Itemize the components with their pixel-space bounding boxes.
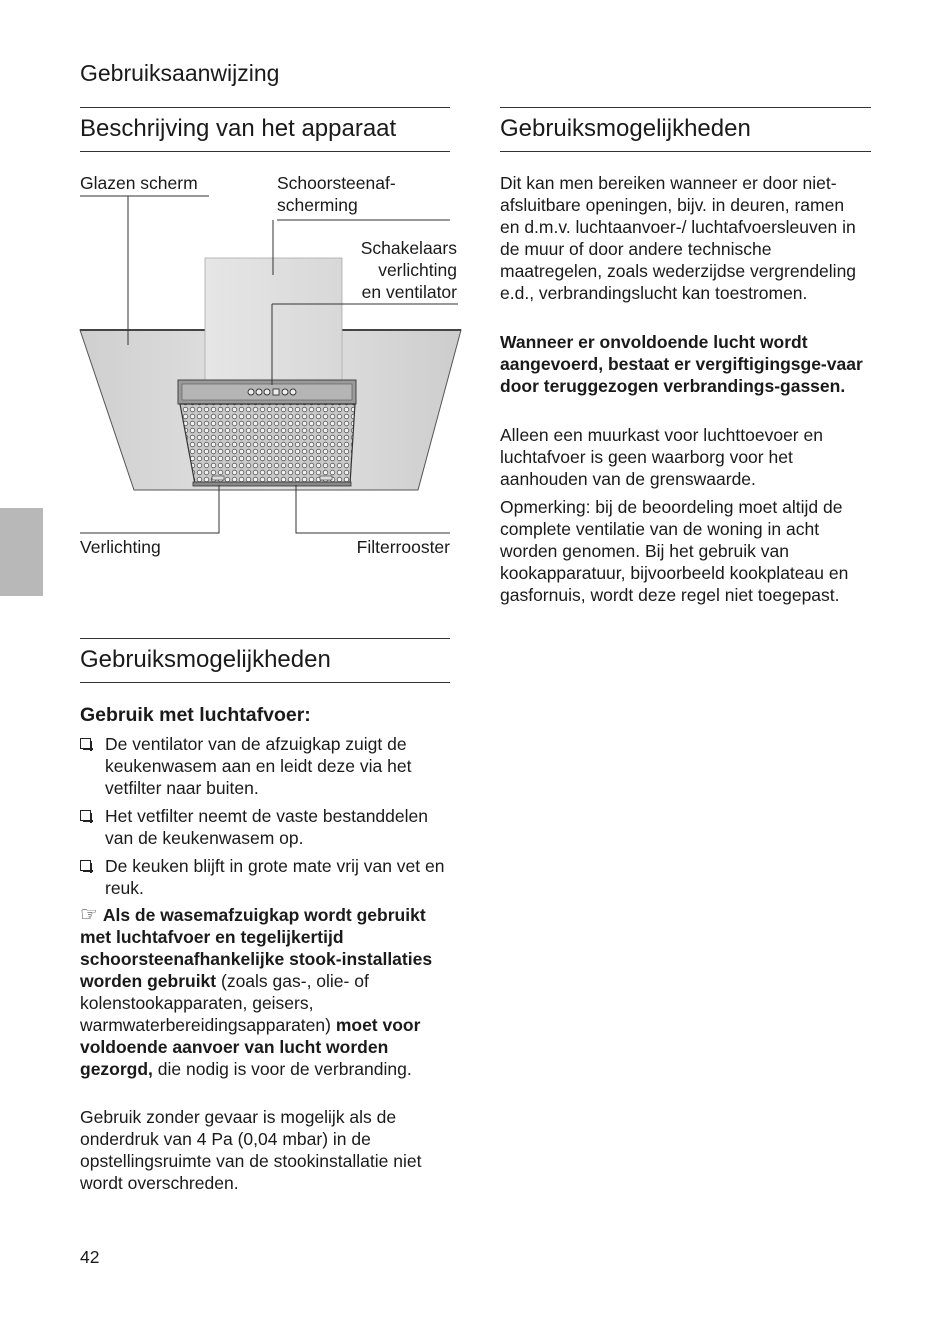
- chapter-side-tab: [0, 508, 43, 596]
- section-title-usage: Gebruiksmogelijkheden: [80, 646, 331, 673]
- paragraph-pressure: Gebruik zonder gevaar is mogelijk als de onderdruk van 4 Pa (0,04 mbar) in de opstellingsruimte van de stookinstallatie niet wordt overschreden.: [80, 1107, 422, 1193]
- filter-grille-shape: [180, 404, 355, 484]
- label-chimney-2: scherming: [277, 195, 358, 215]
- paragraph-wall-unit: Alleen een muurkast voor luchttoevoer en luchtafvoer is geen waarborg voor het aanhouden van de grenswaarde.: [500, 425, 823, 489]
- list-item-text: De ventilator van de afzuigkap zuigt de keukenwasem aan en leidt deze via het vetfilter naar buiten.: [105, 734, 412, 798]
- section-title-description: Beschrijving van het apparaat: [80, 115, 397, 142]
- section-rule-top: [80, 638, 450, 639]
- paragraph-note: Opmerking: bij de beoordeling moet altijd de complete ventilatie van de woning in acht worden genomen. Bij het gebruik van kookapparatuur, bijvoorbeeld kookplateau en gasfornuis, wordt deze regel niet toegepast.: [500, 497, 849, 605]
- section-rule-bottom: [500, 151, 871, 152]
- page-number: 42: [80, 1247, 100, 1267]
- warning-bold-1: Als de wasemafzuigkap wordt gebruikt met luchtafvoer en tegelijkertijd schoorsteenafhankelijke stook-installaties worden gebruikt: [80, 905, 433, 991]
- checkbox-bullet-icon: [80, 738, 91, 749]
- chimney-shape: [205, 258, 342, 384]
- page-header-title: Gebruiksaanwijzing: [80, 60, 280, 86]
- list-item-text: De keuken blijft in grote mate vrij van vet en reuk.: [105, 856, 445, 898]
- label-switches-1: Schakelaars: [360, 238, 457, 258]
- pointing-hand-icon: ☞: [80, 904, 98, 926]
- warning-bold-2: moet voor voldoende aanvoer van lucht worden gezorgd,: [80, 1015, 421, 1079]
- label-switches-3: en ventilator: [361, 282, 457, 302]
- warning-text-1: (zoals gas-, olie- of kolenstookapparaten, geisers, warmwaterbereidingsapparaten): [80, 971, 369, 1035]
- warning-paragraph: [80, 904, 452, 1080]
- checkbox-bullet-icon: [80, 860, 91, 871]
- section-title-usage-right: Gebruiksmogelijkheden: [500, 115, 751, 142]
- label-switches-2: verlichting: [378, 260, 457, 280]
- paragraph-ventilation: Dit kan men bereiken wanneer er door niet-afsluitbare openingen, bijv. in deuren, ramen en d.m.v. luchtaanvoer-/ luchtafvoersleuven in de muur of door andere technische maatregelen, zoals wederzijdse vergrendeling e.d., verbrandingslucht kan toestromen.: [500, 173, 857, 303]
- label-filter-grille: Filterrooster: [356, 537, 450, 557]
- checkbox-bullet-icon: [80, 810, 91, 821]
- label-lighting: Verlichting: [80, 537, 161, 557]
- label-glass-screen: Glazen scherm: [80, 173, 198, 193]
- warning-text-2: die nodig is voor de verbranding.: [152, 1059, 412, 1079]
- section-rule-top: [500, 107, 871, 108]
- section-rule-bottom: [80, 682, 450, 683]
- list-item-text: Het vetfilter neemt de vaste bestanddelen van de keukenwasem op.: [105, 806, 428, 848]
- subtitle-exhaust: Gebruik met luchtafvoer:: [80, 704, 311, 726]
- paragraph-warning-poison: Wanneer er onvoldoende lucht wordt aangevoerd, bestaat er vergiftigingsge-vaar door teruggezogen verbrandings-gassen.: [500, 332, 863, 396]
- label-chimney-1: Schoorsteenaf-: [277, 173, 396, 193]
